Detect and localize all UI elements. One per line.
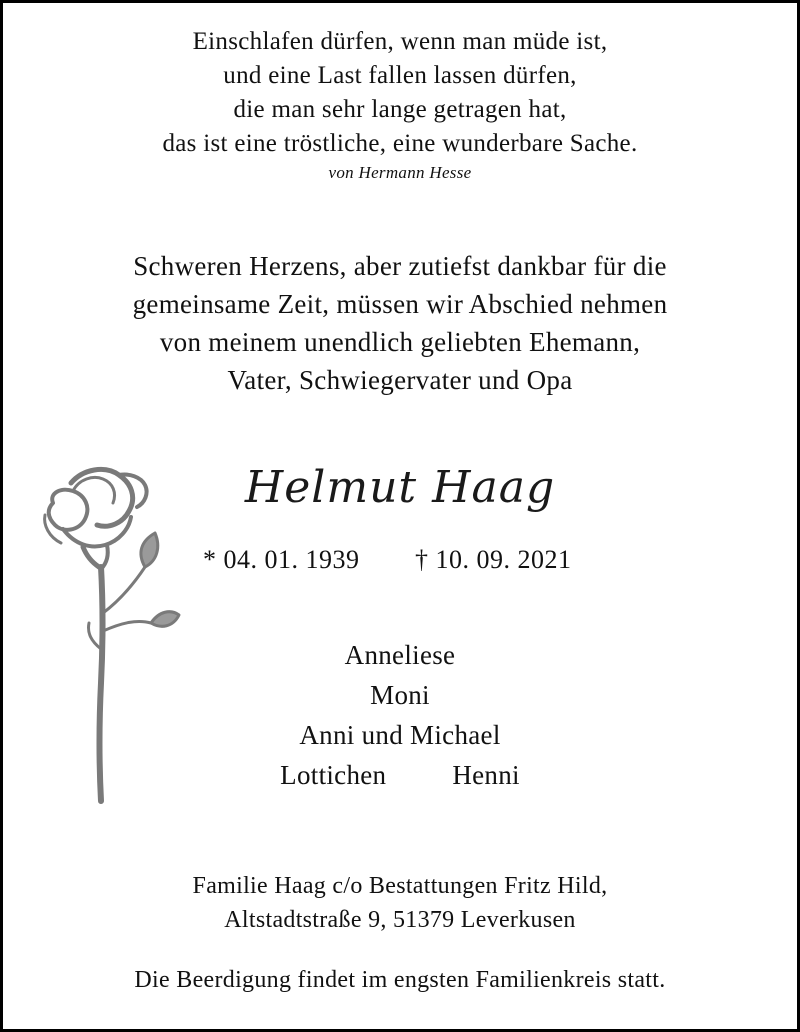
family-name: Anni und Michael	[299, 720, 501, 750]
deceased-name: Helmut Haag	[244, 462, 556, 513]
poem-line: die man sehr lange getragen hat,	[233, 96, 567, 123]
family-name: Lottichen	[280, 760, 387, 790]
poem-line: das ist eine tröstliche, eine wunderbare Sache.	[162, 130, 638, 157]
poem-author: von Hermann Hesse	[328, 163, 472, 182]
intro-text	[3, 247, 797, 399]
address-line: Familie Haag c/o Bestattungen Fritz Hild,	[192, 873, 608, 899]
address-line: Altstadtstraße 9, 51379 Leverkusen	[224, 907, 576, 933]
intro-line: von meinem unendlich geliebten Ehemann,	[159, 327, 641, 357]
death-date: † 10. 09. 2021	[415, 545, 572, 574]
family-names	[3, 635, 797, 795]
birth-date: * 04. 01. 1939	[203, 545, 360, 574]
family-name: Anneliese	[344, 640, 456, 670]
poem-block	[3, 25, 797, 185]
poem-line: und eine Last fallen lassen dürfen,	[223, 62, 577, 89]
family-name: Henni	[452, 760, 520, 790]
family-name: Moni	[370, 680, 430, 710]
contact-address	[3, 869, 797, 937]
poem-line: Einschlafen dürfen, wenn man müde ist,	[192, 28, 608, 55]
intro-line: gemeinsame Zeit, müssen wir Abschied nehmen	[132, 289, 668, 319]
intro-line: Vater, Schwiegervater und Opa	[227, 365, 573, 395]
funeral-note: Die Beerdigung findet im engsten Familienkreis statt.	[134, 967, 666, 993]
family-name-pair	[3, 755, 797, 795]
intro-line: Schweren Herzens, aber zutiefst dankbar für die	[133, 251, 667, 281]
